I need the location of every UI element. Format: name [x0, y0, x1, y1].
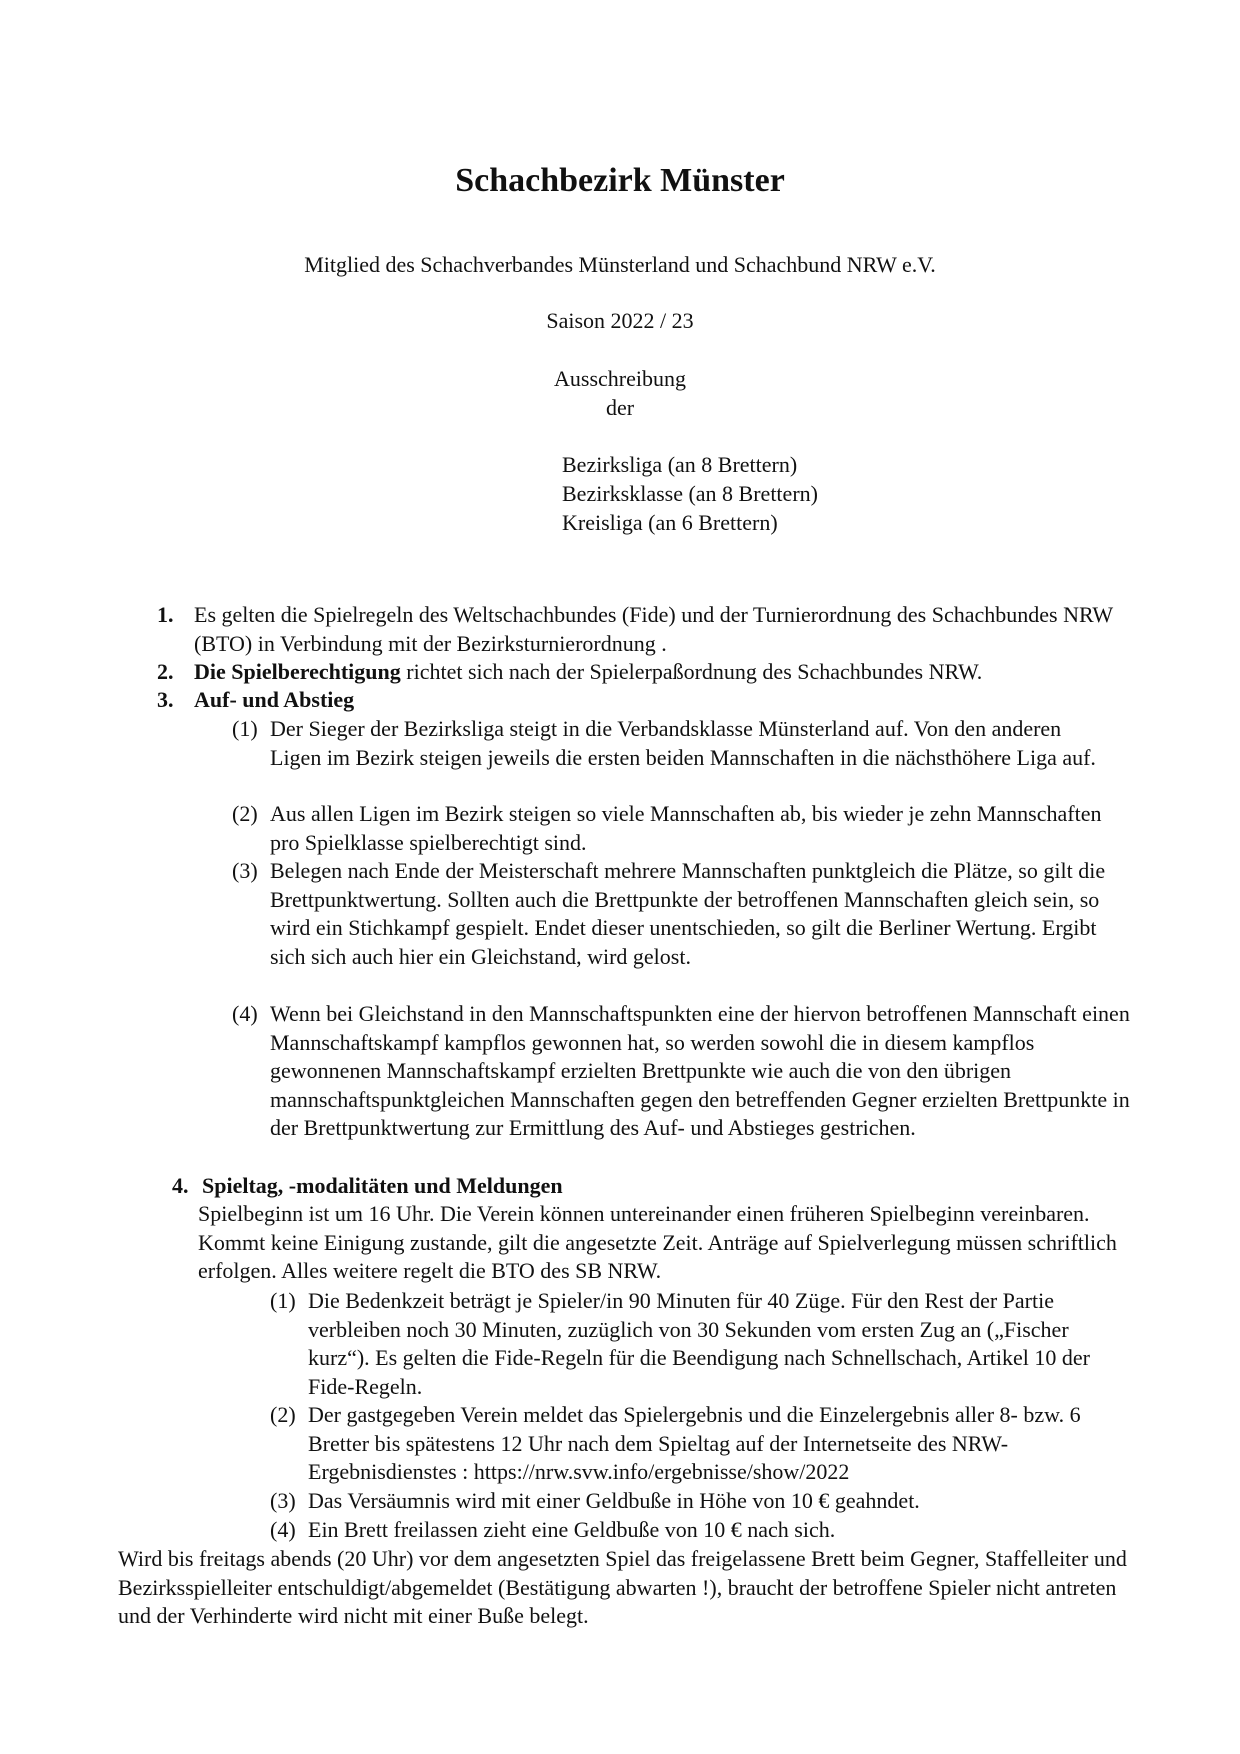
list-item-text: Das Versäumnis wird mit einer Geldbuße in Höhe von 10 € geahndet. [308, 1488, 920, 1513]
section-text-rest: richtet sich nach der Spielerpaßordnung des Schachbundes NRW. [400, 659, 983, 684]
list-item-number: (3) [270, 1488, 296, 1513]
list-item-text: Der gastgegeben Verein meldet das Spielergebnis und die Einzelergebnis aller 8- bzw. 6 Bretter bis spätestens 12 Uhr nach dem Spieltag auf der Internetseite des NRW-Ergebnisdienstes : https://nrw.svw.info/ergebnisse/show/2022 [308, 1402, 1081, 1484]
announcement-subheading: der [605, 395, 635, 420]
league-item: Bezirksliga (an 8 Brettern) [562, 452, 798, 477]
list-item [232, 715, 1112, 772]
list-item [270, 1516, 1120, 1545]
section-bold-lead: Die Spielberechtigung [194, 659, 401, 684]
list-item-number: (2) [232, 801, 258, 826]
list-item-number: (4) [270, 1517, 296, 1542]
announcement-heading: Ausschreibung [554, 366, 686, 391]
list-item [232, 800, 1112, 857]
section-heading: Spieltag, -modalitäten und Meldungen [202, 1173, 563, 1198]
section-number: 3. [157, 687, 174, 712]
list-item-text: Belegen nach Ende der Meisterschaft mehrere Mannschaften punktgleich die Plätze, so gilt die Brettpunktwertung. Sollten auch die Brettpunkte der betroffenen Mannschaften gleich sein, so wird ein Stichkampf gespielt. Endet dieser unentschieden, so gilt die Berliner Wertung. Ergibt sich sich auch hier ein Gleichstand, wird gelost. [270, 858, 1106, 969]
section-4 [172, 1172, 1152, 1201]
league-item: Kreisliga (an 6 Brettern) [562, 510, 778, 535]
section-number: 2. [157, 659, 174, 684]
list-item-number: (1) [232, 716, 258, 741]
season-label: Saison 2022 / 23 [546, 308, 694, 333]
list-item-number: (4) [232, 1001, 258, 1026]
list-item-text: Aus allen Ligen im Bezirk steigen so viele Mannschaften ab, bis wieder je zehn Mannschaften pro Spielklasse spielberechtigt sind. [270, 801, 1102, 855]
list-item [232, 1000, 1132, 1143]
section-intro: Spielbeginn ist um 16 Uhr. Die Verein können untereinander einen früheren Spielbeginn vereinbaren. Kommt keine Einigung zustande, gilt die angesetzte Zeit. Anträge auf Spielverlegung müssen schriftlich erfolgen. Alles weitere regelt die BTO des SB NRW. [198, 1201, 1117, 1283]
section-3 [157, 686, 1137, 715]
section-text [194, 658, 1137, 687]
section-2 [157, 658, 1137, 687]
section-1 [157, 601, 1137, 658]
list-item-text: Der Sieger der Bezirksliga steigt in die Verbandsklasse Münsterland auf. Von den anderen Ligen im Bezirk steigen jeweils die ersten beiden Mannschaften in die nächsthöhere Liga auf. [270, 716, 1096, 770]
closing-paragraph: Wird bis freitags abends (20 Uhr) vor dem angesetzten Spiel das freigelassene Brett beim Gegner, Staffelleiter und Bezirksspielleiter entschuldigt/abgemeldet (Bestätigung abwarten !), braucht der betroffene Spieler nicht antreten und der Verhinderte wird nicht mit einer Buße belegt. [118, 1546, 1127, 1628]
list-item [270, 1487, 1120, 1516]
section-number: 4. [172, 1173, 189, 1198]
list-item [270, 1401, 1120, 1487]
section-text: Es gelten die Spielregeln des Weltschachbundes (Fide) und der Turnierordnung des Schachbundes NRW (BTO) in Verbindung mit der Bezirksturnierordnung . [194, 602, 1113, 656]
list-item-number: (1) [270, 1288, 296, 1313]
list-item [232, 857, 1122, 971]
page-subtitle: Mitglied des Schachverbandes Münsterland und Schachbund NRW e.V. [304, 252, 936, 277]
list-item [270, 1287, 1120, 1401]
section-heading: Auf- und Abstieg [194, 687, 355, 712]
league-item: Bezirksklasse (an 8 Brettern) [562, 481, 818, 506]
section-number: 1. [157, 602, 174, 627]
list-item-text: Die Bedenkzeit beträgt je Spieler/in 90 Minuten für 40 Züge. Für den Rest der Partie verbleiben noch 30 Minuten, zuzüglich von 30 Sekunden vom ersten Zug an („Fischer kurz“). Es gelten die Fide-Regeln für die Beendigung nach Schnellschach, Artikel 10 der Fide-Regeln. [308, 1288, 1090, 1399]
page-title: Schachbezirk Münster [455, 162, 785, 199]
list-item-text: Ein Brett freilassen zieht eine Geldbuße von 10 € nach sich. [308, 1517, 836, 1542]
list-item-text: Wenn bei Gleichstand in den Mannschaftspunkten eine der hiervon betroffenen Mannschaft einen Mannschaftskampf kampflos gewonnen hat, so werden sowohl die in diesem kampflos gewonnenen Mannschaftskampf erzielten Brettpunkte wie auch die von den übrigen mannschaftspunktgleichen Mannschaften gegen den betreffenden Gegner erzielten Brettpunkte in der Brettpunktwertung zur Ermittlung des Auf- und Abstieges gestrichen. [270, 1001, 1130, 1140]
list-item-number: (2) [270, 1402, 296, 1427]
league-list [562, 450, 818, 537]
list-item-number: (3) [232, 858, 258, 883]
